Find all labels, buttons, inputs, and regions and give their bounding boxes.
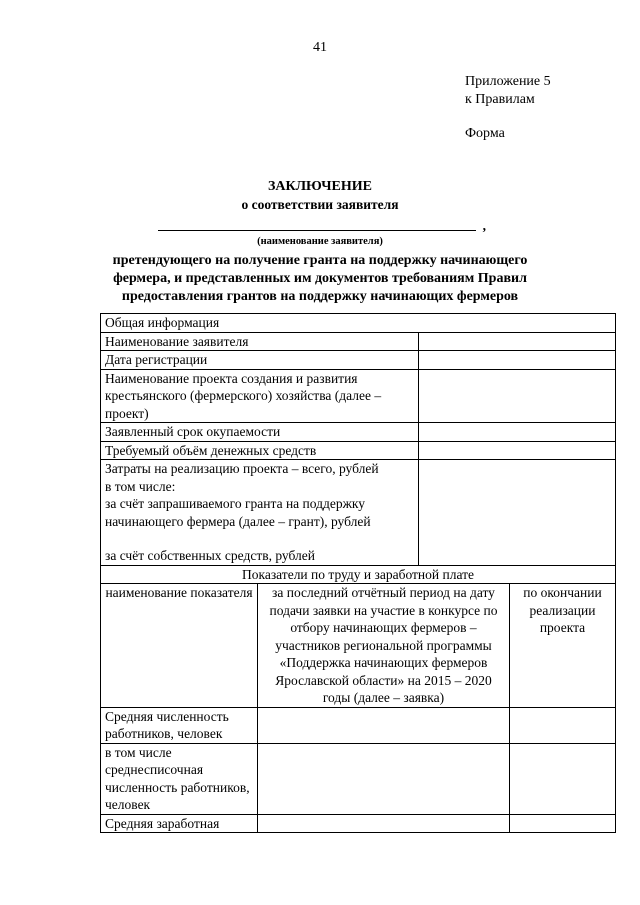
indicator-label: Средняя численность работников, человек bbox=[101, 707, 258, 743]
conclusion-table bbox=[100, 313, 616, 833]
row-value bbox=[419, 369, 616, 423]
spacer bbox=[105, 530, 414, 547]
table-row bbox=[101, 565, 616, 584]
indicator-value bbox=[510, 743, 616, 814]
column-header-last-period: за последний отчётный период на дату подачи заявки на участие в конкурсе по отбору начинающих фермеров – участников региональной программы «Поддержка начинающих фермеров Ярославской области» на 2015 – 2020 годы (далее – заявка) bbox=[258, 584, 510, 708]
costs-label bbox=[101, 460, 419, 566]
table-row bbox=[101, 423, 616, 442]
table-row bbox=[101, 369, 616, 423]
document-description: претендующего на получение гранта на поддержку начинающего фермера, и представленных им документов требованиям Правил предоставления грантов на поддержку начинающих фермеров bbox=[112, 253, 528, 304]
costs-value bbox=[419, 460, 616, 566]
indicator-value bbox=[258, 743, 510, 814]
costs-own-funds: за счёт собственных средств, рублей bbox=[105, 548, 315, 563]
costs-grant: за счёт запрашиваемого гранта на поддержку начинающего фермера (далее – грант), рублей bbox=[105, 496, 371, 529]
form-label: Форма bbox=[465, 126, 505, 141]
labor-header: Показатели по труду и заработной плате bbox=[101, 565, 616, 584]
row-value bbox=[419, 351, 616, 370]
applicant-name-blank bbox=[150, 214, 490, 234]
fill-in-line bbox=[158, 230, 476, 231]
row-value bbox=[419, 423, 616, 442]
table-row bbox=[101, 460, 616, 566]
indicator-value bbox=[258, 707, 510, 743]
table-row bbox=[101, 707, 616, 743]
general-info-header: Общая информация bbox=[101, 314, 616, 333]
appendix-reference bbox=[465, 73, 551, 109]
table-row bbox=[101, 314, 616, 333]
comma: , bbox=[482, 218, 486, 233]
indicator-value bbox=[510, 707, 616, 743]
table-row bbox=[101, 351, 616, 370]
row-value bbox=[419, 332, 616, 351]
column-header-project-end: по окончании реализации проекта bbox=[510, 584, 616, 708]
document-heading bbox=[90, 178, 550, 306]
table-row bbox=[101, 743, 616, 814]
document-title: ЗАКЛЮЧЕНИЕ bbox=[267, 179, 373, 194]
row-label: Требуемый объём денежных средств bbox=[101, 441, 419, 460]
row-label: Дата регистрации bbox=[101, 351, 419, 370]
row-value bbox=[419, 441, 616, 460]
document-subtitle: о соответствии заявителя bbox=[241, 197, 399, 212]
indicator-value bbox=[510, 814, 616, 833]
costs-total: Затраты на реализацию проекта – всего, рублей bbox=[105, 461, 379, 476]
row-label: Наименование заявителя bbox=[101, 332, 419, 351]
applicant-name-hint: (наименование заявителя) bbox=[257, 236, 383, 247]
table-row bbox=[101, 441, 616, 460]
table-row bbox=[101, 814, 616, 833]
appendix-line-1: Приложение 5 bbox=[465, 74, 551, 89]
page-number: 41 bbox=[313, 40, 327, 55]
costs-including: в том числе: bbox=[105, 478, 176, 494]
table-row bbox=[101, 332, 616, 351]
row-label: Заявленный срок окупаемости bbox=[101, 423, 419, 442]
column-header-indicator: наименование показателя bbox=[101, 584, 258, 708]
appendix-line-2: к Правилам bbox=[465, 92, 535, 107]
indicator-value bbox=[258, 814, 510, 833]
table-row bbox=[101, 584, 616, 708]
indicator-label: Средняя заработная bbox=[101, 814, 258, 833]
indicator-label: в том числе среднесписочная численность работников, человек bbox=[101, 743, 258, 814]
row-label: Наименование проекта создания и развития крестьянского (фермерского) хозяйства (далее – проект) bbox=[101, 369, 419, 423]
